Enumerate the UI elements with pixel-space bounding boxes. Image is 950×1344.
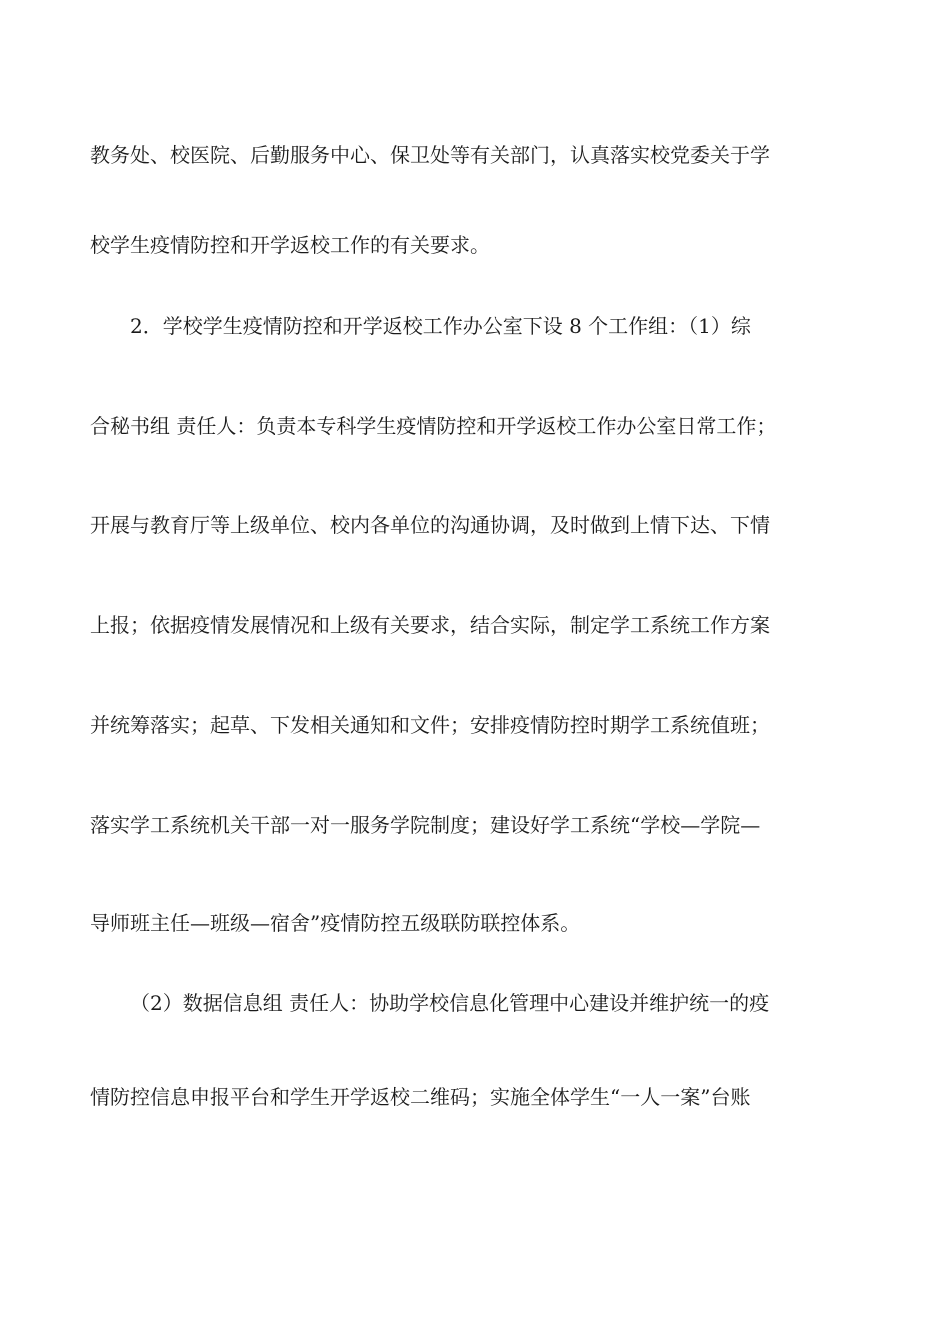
body-text-line: 上报；依据疫情发展情况和上级有关要求，结合实际，制定学工系统工作方案 bbox=[90, 613, 770, 637]
paragraph-start-line: 2．学校学生疫情防控和开学返校工作办公室下设 8 个工作组：（1）综 bbox=[130, 314, 751, 338]
body-text-line: 校学生疫情防控和开学返校工作的有关要求。 bbox=[90, 233, 490, 257]
paragraph-start-line: （2）数据信息组 责任人：协助学校信息化管理中心建设并维护统一的疫 bbox=[130, 991, 770, 1015]
body-text-line: 落实学工系统机关干部一对一服务学院制度；建设好学工系统“学校—学院— bbox=[90, 813, 761, 837]
body-text-line: 开展与教育厅等上级单位、校内各单位的沟通协调，及时做到上情下达、下情 bbox=[90, 513, 770, 537]
body-text-line: 并统筹落实；起草、下发相关通知和文件；安排疫情防控时期学工系统值班； bbox=[90, 713, 770, 737]
body-text-line: 教务处、校医院、后勤服务中心、保卫处等有关部门，认真落实校党委关于学 bbox=[90, 143, 770, 167]
body-text-line: 合秘书组 责任人：负责本专科学生疫情防控和开学返校工作办公室日常工作； bbox=[90, 414, 777, 438]
body-text-line: 情防控信息申报平台和学生开学返校二维码；实施全体学生“一人一案”台账 bbox=[90, 1085, 751, 1109]
body-text-line: 导师班主任—班级—宿舍”疫情防控五级联防联控体系。 bbox=[90, 911, 581, 935]
